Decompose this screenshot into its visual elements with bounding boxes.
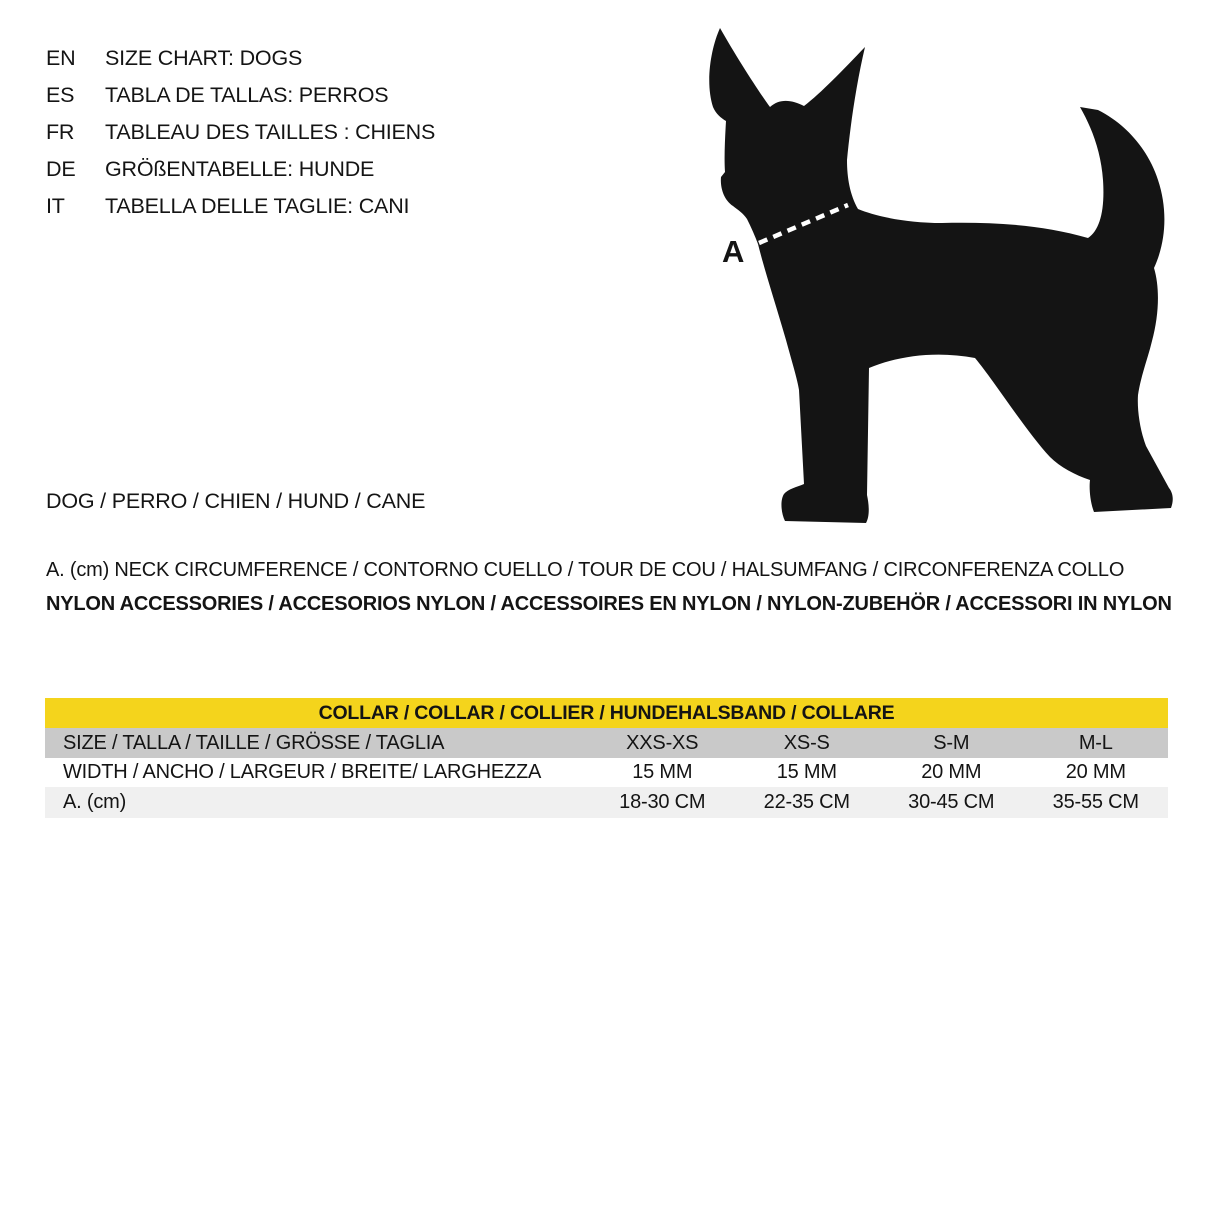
language-title: SIZE CHART: DOGS <box>105 46 303 70</box>
dog-silhouette-figure <box>680 10 1200 530</box>
animal-name-label: DOG / PERRO / CHIEN / HUND / CANE <box>46 489 426 513</box>
dog-silhouette-icon <box>709 28 1172 523</box>
width-value: 20 MM <box>921 761 982 783</box>
width-value: 15 MM <box>776 761 837 783</box>
language-code: ES <box>46 83 75 107</box>
measure-point-a-label: A <box>722 234 745 269</box>
material-note: NYLON ACCESSORIES / ACCESORIOS NYLON / ACCESSOIRES EN NYLON / NYLON-ZUBEHÖR / ACCESSORI IN NYLON <box>46 593 1172 615</box>
table-header-collar: COLLAR / COLLAR / COLLIER / HUNDEHALSBAND / COLLARE <box>45 698 1168 728</box>
language-row-fr <box>46 114 435 151</box>
size-value: S-M <box>933 731 970 754</box>
language-code: DE <box>46 157 76 181</box>
size-value: XS-S <box>783 731 830 754</box>
size-value: XXS-XS <box>626 731 699 754</box>
neck-value: 22-35 CM <box>763 791 850 813</box>
language-row-it <box>46 188 435 225</box>
width-value: 15 MM <box>632 761 693 783</box>
language-row-es <box>46 77 435 114</box>
size-value: M-L <box>1078 731 1113 754</box>
row-label: WIDTH / ANCHO / LARGEUR / BREITE/ LARGHEZZA <box>63 761 542 783</box>
language-row-de <box>46 151 435 188</box>
collar-size-table <box>45 698 1168 818</box>
neck-value: 18-30 CM <box>619 791 706 813</box>
neck-value: 35-55 CM <box>1052 791 1139 813</box>
language-row-en <box>46 40 435 77</box>
neck-value: 30-45 CM <box>908 791 995 813</box>
language-title: TABLA DE TALLAS: PERROS <box>105 83 389 107</box>
row-label: A. (cm) <box>63 791 127 813</box>
language-title-list <box>46 40 435 225</box>
row-label: SIZE / TALLA / TAILLE / GRÖSSE / TAGLIA <box>63 731 445 754</box>
neck-measurement-note: A. (cm) NECK CIRCUMFERENCE / CONTORNO CUELLO / TOUR DE COU / HALSUMFANG / CIRCONFERENZA COLLO <box>46 559 1125 581</box>
language-title: TABLEAU DES TAILLES : CHIENS <box>105 120 436 144</box>
language-code: EN <box>46 46 76 70</box>
language-code: FR <box>46 120 75 144</box>
language-code: IT <box>46 194 65 218</box>
table-row-neck-circumference <box>45 787 1168 818</box>
width-value: 20 MM <box>1065 761 1126 783</box>
language-title: GRÖßENTABELLE: HUNDE <box>105 157 375 181</box>
table-row-width <box>45 758 1168 787</box>
table-row-size <box>45 728 1168 758</box>
language-title: TABELLA DELLE TAGLIE: CANI <box>105 194 410 218</box>
